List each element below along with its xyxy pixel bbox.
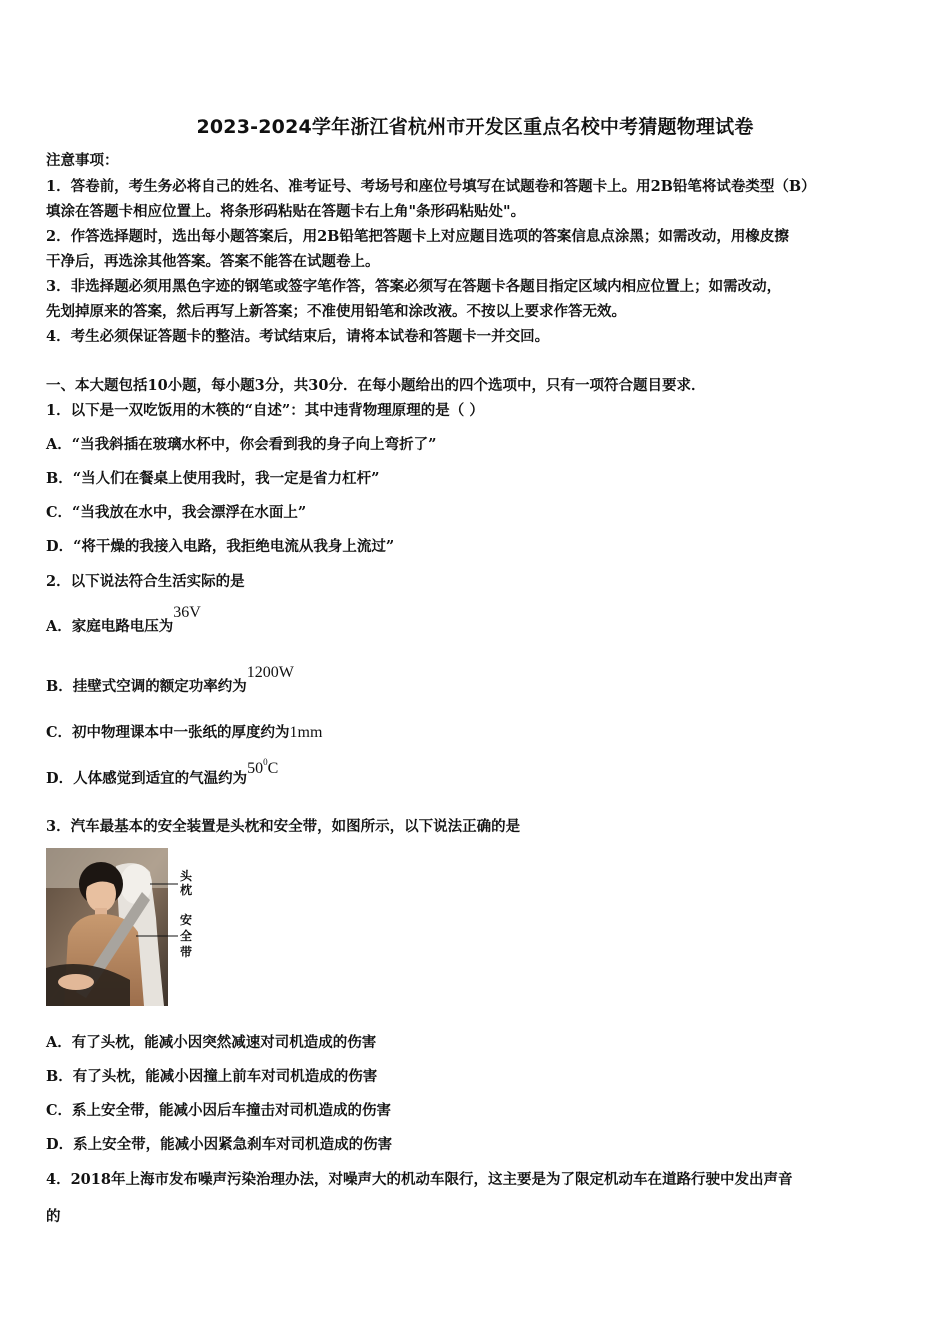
question-2-option-c (46, 723, 322, 743)
question-2-stem: 2．以下说法符合生活实际的是 (46, 573, 245, 590)
headrest-label: 枕 (180, 883, 193, 897)
question-2-option-d (46, 757, 279, 790)
section-heading: 一、本大题包括10小题，每小题3分，共30分．在每小题给出的四个选项中，只有一项符合题目要求． (46, 377, 706, 394)
question-3-option-d: D．系上安全带，能减小因紧急刹车对司机造成的伤害 (46, 1136, 393, 1153)
option-value (247, 757, 279, 777)
notice-line: 4．考生必须保证答题卡的整洁。考试结束后，请将本试卷和答题卡一并交回。 (46, 328, 550, 345)
notice-line: 1．答卷前，考生务必将自己的姓名、准考证号、考场号和座位号填写在试题卷和答题卡上。用2B铅笔将试卷类型（B） (46, 178, 816, 195)
option-value: 36V (173, 604, 201, 621)
notice-line: 3．非选择题必须用黑色字迹的钢笔或签字笔作答，答案必须写在答题卡各题目指定区域内相应位置上；如需改动， (46, 278, 782, 295)
question-1-stem: 1．以下是一双吃饭用的木筷的“自述”：其中违背物理原理的是（ ） (46, 402, 484, 419)
question-3-option-a: A．有了头枕，能减小因突然减速对司机造成的伤害 (46, 1034, 377, 1051)
question-1-option-b: B．“当人们在餐桌上使用我时，我一定是省力杠杆” (46, 470, 380, 487)
question-3-option-c: C．系上安全带，能减小因后车撞击对司机造成的伤害 (46, 1102, 392, 1119)
driver-photo (46, 848, 196, 1006)
question-2-option-b (46, 664, 294, 697)
question-2-option-a (46, 604, 201, 637)
notice-line: 填涂在答题卡相应位置上。将条形码粘贴在答题卡右上角"条形码粘贴处"。 (46, 203, 526, 220)
question-3-stem: 3．汽车最基本的安全装置是头枕和安全带，如图所示，以下说法正确的是 (46, 818, 521, 835)
notice-line: 先划掉原来的答案，然后再写上新答案；不准使用铅笔和涂改液。不按以上要求作答无效。 (46, 303, 626, 320)
option-text: D．人体感觉到适宜的气温约为 (46, 770, 248, 787)
temperature-unit: C (267, 760, 279, 777)
question-4-stem: 4．2018年上海市发布噪声污染治理办法，对噪声大的机动车限行，这主要是为了限定机动车在道路行驶中发出声音 (46, 1171, 793, 1188)
seatbelt-label: 全 (180, 929, 193, 943)
notice-line: 干净后，再选涂其他答案。答案不能答在试题卷上。 (46, 253, 380, 270)
option-text: C．初中物理课本中一张纸的厚度约为 (46, 724, 290, 741)
option-text: B．挂壁式空调的额定功率约为 (46, 678, 247, 695)
degree-superscript: 0 (263, 757, 268, 767)
question-3-option-b: B．有了头枕，能减小因撞上前车对司机造成的伤害 (46, 1068, 378, 1085)
question-4-stem-continued: 的 (46, 1208, 61, 1225)
notice-heading: 注意事项： (46, 152, 119, 169)
option-value: 1mm (289, 724, 323, 741)
headrest-label: 头 (180, 869, 193, 883)
seatbelt-headrest-figure (46, 848, 196, 1006)
question-1-option-d: D．“将干燥的我接入电路，我拒绝电流从我身上流过” (46, 538, 395, 555)
seatbelt-label: 安 (180, 913, 193, 927)
temperature-number: 50 (247, 760, 264, 777)
question-1-option-a: A．“当我斜插在玻璃水杯中，你会看到我的身子向上弯折了” (46, 436, 437, 453)
page-title: 2023-2024学年浙江省杭州市开发区重点名校中考猜题物理试卷 (196, 116, 754, 138)
option-text: A．家庭电路电压为 (46, 618, 174, 635)
notice-line: 2．作答选择题时，选出每小题答案后，用2B铅笔把答题卡上对应题目选项的答案信息点涂黑；如需改动，用橡皮擦 (46, 228, 789, 245)
option-value: 1200W (246, 664, 294, 681)
question-1-option-c: C．“当我放在水中，我会漂浮在水面上” (46, 504, 307, 521)
seatbelt-label: 带 (180, 945, 193, 959)
